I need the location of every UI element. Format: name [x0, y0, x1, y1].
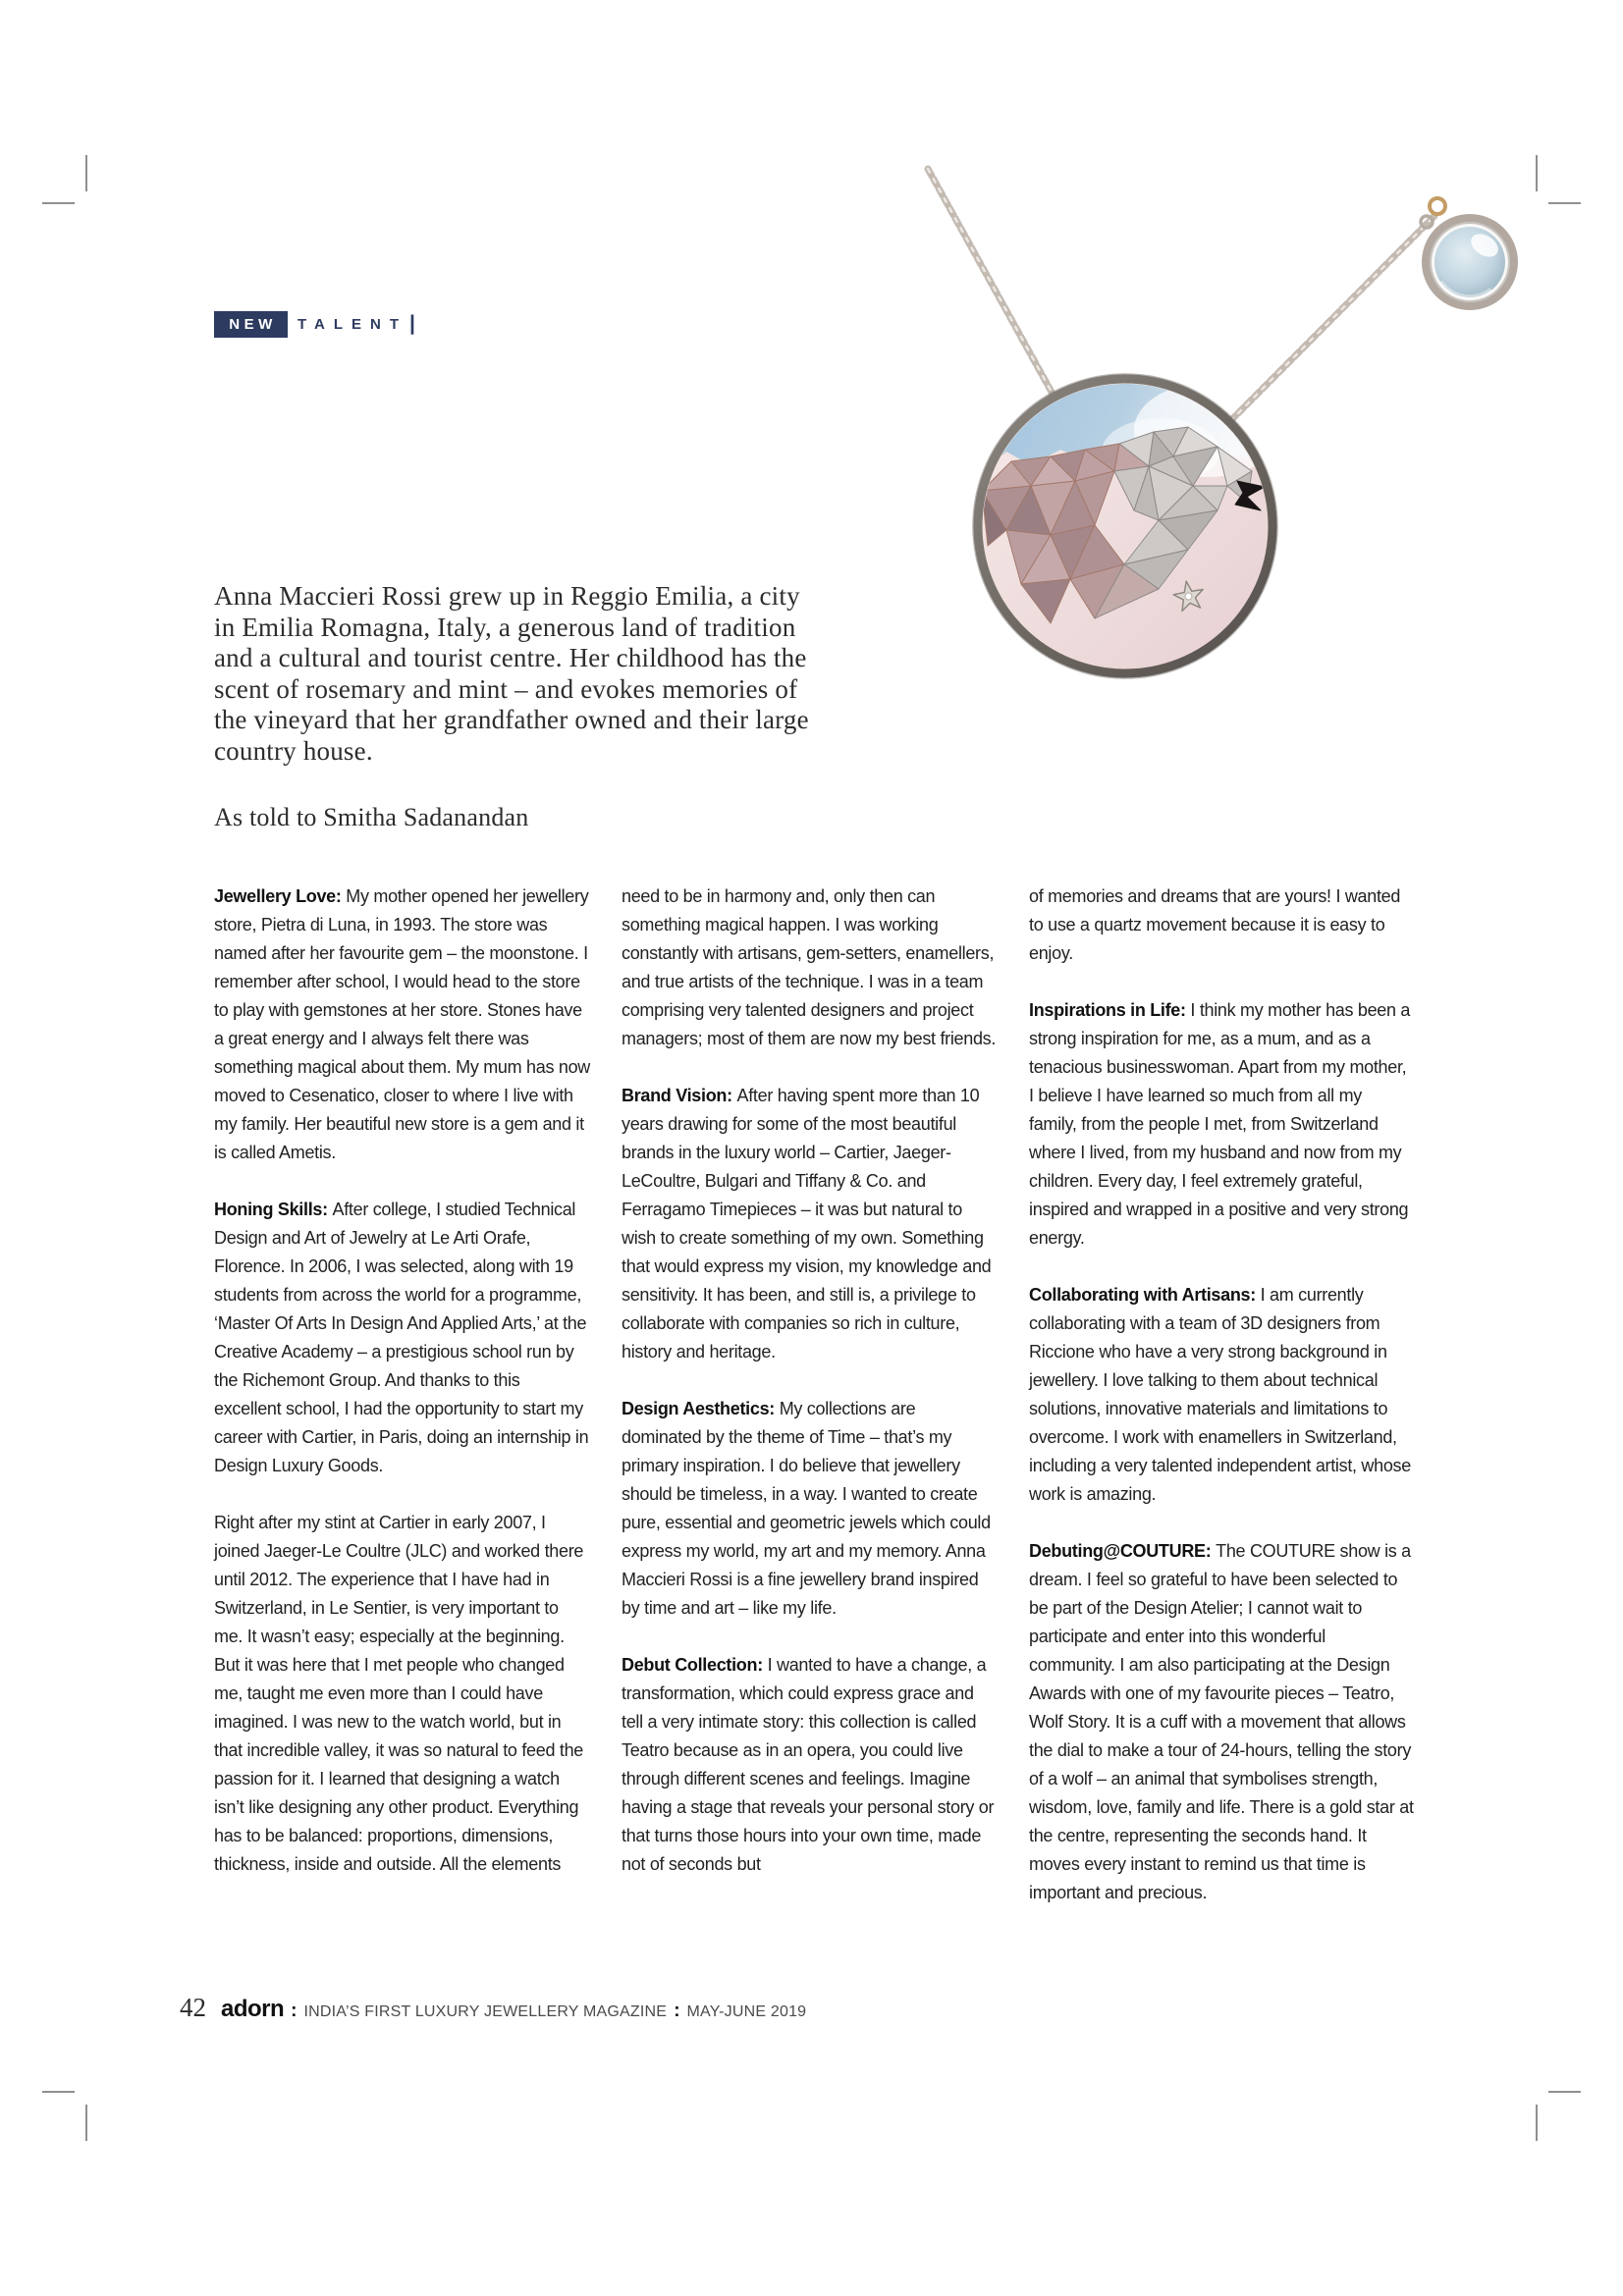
- intro-line: country house.: [214, 735, 373, 766]
- paragraph-text: of memories and dreams that are yours! I wanted to use a quartz movement because it is easy to enjoy.: [1029, 886, 1401, 963]
- paragraph-text: The COUTURE show is a dream. I feel so grateful to have been selected to be part of the Design Atelier; I cannot wait to participate and enter into this wonderful community. I am also participating at the Design Awards with one of my favourite pieces – Teatro, Wolf Story. It is a cuff with a movement that allows the dial to make a tour of 24-hours, telling the story of a wolf – an animal that symbolises strength, wisdom, love, family and life. There is a gold star at the centre, representing the seconds hand. It moves every instant to remind us that time is important and precious.: [1029, 1541, 1414, 1902]
- intro-line: scent of rosemary and mint – and evokes memories of: [214, 673, 798, 704]
- intro-block: [214, 581, 809, 832]
- paragraph: [1029, 1281, 1414, 1509]
- crop-mark-bottom-right-v: [1536, 2105, 1538, 2141]
- intro-line: in Emilia Romagna, Italy, a generous land of tradition: [214, 612, 796, 642]
- necklace-chain-right: [1230, 216, 1434, 421]
- paragraph: [622, 882, 999, 1053]
- paragraph-text: After having spent more than 10 years drawing for some of the most beautiful brands in the luxury world – Cartier, Jaeger-LeCoultre, Bulgari and Tiffany & Co. and Ferragamo Timepieces – it was but natural to wish to create something of my own. Something that would express my vision, my knowledge and sensitivity. It has been, and still is, a privilege to collaborate with companies so rich in culture, history and heritage.: [622, 1086, 992, 1362]
- section-tag: [214, 311, 415, 338]
- paragraph: [1029, 882, 1414, 968]
- paragraph-text: I am currently collaborating with a team of 3D designers from Riccione who have a very strong background in jewellery. I love talking to them about technical solutions, innovative materials and limitations to overcome. I work with enamellers in Switzerland, including a very talented independent artist, whose work is amazing.: [1029, 1285, 1411, 1504]
- paragraph-lead: Jewellery Love:: [214, 886, 342, 906]
- article-column-2: [622, 882, 999, 1879]
- charm-bail-gold-link-icon: [1430, 198, 1445, 214]
- footer-issue: MAY-JUNE 2019: [686, 2003, 807, 2020]
- paragraph-text: I think my mother has been a strong inspiration for me, as a mum, and as a tenacious businesswoman. Apart from my mother, I believe I have learned so much from all my family, from the people I met, from Switzerland where I lived, from my husband and now from my children. Every day, I feel extremely grateful, inspired and wrapped in a positive and very strong energy.: [1029, 1000, 1411, 1248]
- paragraph-lead: Brand Vision:: [622, 1086, 732, 1105]
- paragraph-lead: Honing Skills:: [214, 1200, 328, 1219]
- paragraph-text: My mother opened her jewellery store, Pietra di Luna, in 1993. The store was named after her favourite gem – the moonstone. I remember after school, I would head to the store to play with gemstones at her store. Stones have a great energy and I always felt there was something magical about them. My mum has now moved to Cesenatico, closer to where I live with my family. Her beautiful new store is a gem and it is called Ametis.: [214, 886, 590, 1162]
- paragraph-text: Right after my stint at Cartier in early 2007, I joined Jaeger-Le Coultre (JLC) and worked there until 2012. The experience that I have had in Switzerland, in Le Sentier, is very important to me. It wasn’t easy; especially at the beginning. But it was here that I met people who changed me, taught me even more than I could have imagined. I was new to the watch world, but in that incredible valley, it was so natural to feed the passion for it. I learned that designing a watch isn’t like designing any other product. Everything has to be balanced: proportions, dimensions, thickness, inside and outside. All the elements: [214, 1513, 584, 1874]
- paragraph-text: After college, I studied Technical Design and Art of Jewelry at Le Arti Orafe, Florence. In 2006, I was selected, along with 19 students from across the world for a programme, ‘Master Of Arts In Design And Applied Arts,’ at the Creative Academy – a prestigious school run by the Richemont Group. And thanks to this excellent school, I had the opportunity to start my career with Cartier, in Paris, doing an internship in Design Luxury Goods.: [214, 1200, 589, 1475]
- page-footer: [180, 1993, 806, 2023]
- necklace-chain-left: [928, 169, 1054, 396]
- pendant-photo: [913, 137, 1561, 903]
- star-diamond: [1185, 593, 1192, 600]
- moonstone-charm: [1421, 198, 1514, 306]
- footer-separator: :: [291, 2001, 298, 2021]
- paragraph: [1029, 1537, 1414, 1907]
- byline: As told to Smitha Sadanandan: [214, 803, 529, 831]
- paragraph-lead: Inspirations in Life:: [1029, 1000, 1186, 1020]
- crop-mark-bottom-right-h: [1548, 2091, 1581, 2093]
- intro-line: Anna Maccieri Rossi grew up in Reggio Emilia, a city: [214, 581, 800, 611]
- paragraph: [214, 1509, 591, 1879]
- section-tag-divider: |: [409, 311, 415, 335]
- paragraph: [214, 882, 591, 1167]
- paragraph: [622, 1082, 999, 1366]
- intro-line: the vineyard that her grandfather owned and their large: [214, 705, 809, 734]
- footer-tagline: INDIA’S FIRST LUXURY JEWELLERY MAGAZINE: [303, 2003, 668, 2020]
- paragraph: [214, 1196, 591, 1480]
- paragraph: [1029, 996, 1414, 1253]
- article-column-3: [1029, 882, 1414, 1907]
- paragraph-lead: Collaborating with Artisans:: [1029, 1285, 1256, 1305]
- magazine-name: adorn: [221, 1996, 285, 2022]
- paragraph-lead: Debuting@COUTURE:: [1029, 1541, 1212, 1561]
- paragraph: [622, 1651, 999, 1879]
- crop-mark-bottom-left-v: [85, 2105, 87, 2141]
- page-number: 42: [180, 1993, 206, 2022]
- crop-mark-bottom-left-h: [42, 2091, 75, 2093]
- intro-line: and a cultural and tourist centre. Her childhood has the: [214, 643, 807, 672]
- section-tag-badge: NEW: [214, 311, 288, 338]
- section-tag-label: TALENT: [298, 316, 408, 333]
- paragraph-text: My collections are dominated by the theme of Time – that’s my primary inspiration. I do believe that jewellery should be timeless, in a way. I wanted to create pure, essential and geometric jewels which could express my world, my art and my memory. Anna Maccieri Rossi is a fine jewellery brand inspired by time and art – like my life.: [622, 1399, 991, 1618]
- crop-mark-top-left-v: [85, 155, 87, 191]
- crop-mark-top-left-h: [42, 202, 75, 204]
- pendant-disc: [972, 304, 1281, 678]
- paragraph-text: I wanted to have a change, a transformation, which could express grace and tell a very intimate story: this collection is called Teatro because as in an opera, you could live through different scenes and feelings. Imagine having a stage that reveals your personal story or that turns those hours into your own time, made not of seconds but: [622, 1655, 995, 1874]
- paragraph-text: need to be in harmony and, only then can something magical happen. I was working constantly with artisans, gem-setters, enamellers, and true artists of the technique. I was in a team comprising very talented designers and project managers; most of them are now my best friends.: [622, 886, 997, 1048]
- footer-separator: :: [674, 2001, 680, 2021]
- article-column-1: [214, 882, 591, 1879]
- paragraph-lead: Debut Collection:: [622, 1655, 763, 1675]
- paragraph-lead: Design Aesthetics:: [622, 1399, 775, 1418]
- paragraph: [622, 1395, 999, 1623]
